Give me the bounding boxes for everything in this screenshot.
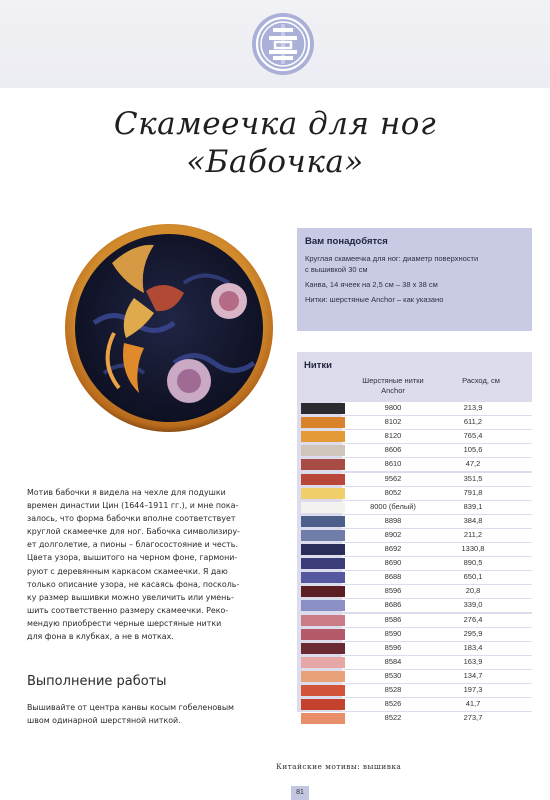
intro-line: руют с деревянным каркасом скамеечки. Я даю <box>27 566 228 576</box>
intro-line: времен династии Цин (1644–1911 гг.), и мне пока- <box>27 501 239 511</box>
thread-usage: 1330,8 <box>461 544 485 553</box>
intro-line: шить соответственно размеру скамеечки. Реко- <box>27 605 229 615</box>
thread-number: 8000 (белый) <box>370 501 416 511</box>
thread-usage: 384,8 <box>463 515 483 525</box>
thread-color-swatch <box>301 516 345 527</box>
materials-line: Круглая скамеечка для ног: диаметр поверхности <box>305 254 479 263</box>
thread-usage: 791,8 <box>463 487 483 497</box>
thread-usage: 20,8 <box>465 586 481 596</box>
thread-color-swatch <box>301 558 345 569</box>
work-line: Вышивайте от центра канвы косым гобеленовым <box>27 703 235 712</box>
materials-line: Канва, 14 ячеек на 2,5 см – 38 х 38 см <box>305 280 438 289</box>
thread-number: 8526 <box>384 699 402 709</box>
butterfly-embroidery-image <box>64 223 274 433</box>
work-heading: Выполнение работы <box>27 674 167 689</box>
thread-usage: 890,5 <box>463 558 483 568</box>
thread-number: 8120 <box>384 431 402 441</box>
thread-row <box>297 670 532 683</box>
intro-line: только описание узора, не касаясь фона, посколь- <box>27 579 240 589</box>
thread-row <box>297 684 532 697</box>
thread-color-swatch <box>301 643 345 654</box>
thread-row <box>297 642 532 655</box>
thread-number: 9800 <box>384 403 402 412</box>
thread-row <box>297 628 532 641</box>
intro-line: ет долголетие, а пионы – благосостояние и честь. <box>27 540 238 550</box>
thread-usage: 41,7 <box>465 699 481 709</box>
page-title-line-1: Скамеечка для ног <box>113 106 437 142</box>
thread-row <box>297 571 532 584</box>
column-header-thread: Шерстяные нитки Anchor <box>362 376 424 395</box>
thread-row <box>297 444 532 457</box>
intro-line: мендую приобрести черные шерстяные нитки <box>27 618 222 628</box>
intro-line: ку размер вышивки можно увеличить или умень- <box>27 592 234 602</box>
thread-number: 8586 <box>384 614 402 624</box>
thread-number: 8102 <box>384 417 402 427</box>
threads-heading: Нитки <box>304 360 332 371</box>
thread-number: 8606 <box>384 445 402 455</box>
thread-color-swatch <box>301 657 345 668</box>
intro-line: для фона в клубках, а не в мотках. <box>27 632 174 642</box>
thread-usage: 134,7 <box>463 670 483 680</box>
thread-row <box>297 515 532 528</box>
thread-color-swatch <box>301 474 345 485</box>
work-line: швом одинарной шерстяной ниткой. <box>27 716 181 725</box>
thread-usage: 839,1 <box>463 501 483 511</box>
thread-usage: 295,9 <box>463 628 483 638</box>
thread-row <box>297 656 532 669</box>
thread-usage: 273,7 <box>463 713 483 723</box>
thread-color-swatch <box>301 488 345 499</box>
thread-color-swatch <box>301 459 345 470</box>
thread-color-swatch <box>301 530 345 541</box>
thread-number: 8610 <box>384 459 402 469</box>
thread-usage: 213,9 <box>463 403 483 412</box>
thread-usage: 765,4 <box>463 431 483 441</box>
thread-row <box>297 430 532 443</box>
thread-number: 8052 <box>384 487 402 497</box>
thread-usage: 211,2 <box>463 529 483 539</box>
thread-number: 8686 <box>384 600 402 610</box>
footer-running-title: Китайские мотивы: вышивка <box>276 762 402 771</box>
thread-number: 8690 <box>384 558 402 568</box>
thread-color-swatch <box>301 699 345 710</box>
threads-panel <box>297 352 532 723</box>
thread-usage: 276,4 <box>463 614 483 624</box>
chinese-emblem-icon <box>251 12 315 76</box>
thread-color-swatch <box>301 431 345 442</box>
materials-line: Нитки: шерстяные Anchor – как указано <box>305 295 444 304</box>
page-title-line-2: «Бабочка» <box>186 144 364 180</box>
thread-color-swatch <box>301 713 345 724</box>
thread-row <box>297 698 532 711</box>
thread-color-swatch <box>301 445 345 456</box>
thread-color-swatch <box>301 572 345 583</box>
thread-row <box>297 712 532 725</box>
thread-usage: 47,2 <box>465 459 481 469</box>
thread-usage: 611,2 <box>463 417 483 427</box>
intro-line: Цвета узора, вышитого на черном фоне, гармони- <box>27 553 238 563</box>
thread-row <box>297 458 532 471</box>
thread-row <box>297 557 532 570</box>
column-header-usage: Расход, см <box>462 376 500 385</box>
thread-number: 8528 <box>384 685 402 694</box>
work-text <box>27 701 287 727</box>
thread-usage: 197,3 <box>463 685 483 694</box>
thread-row <box>297 402 532 415</box>
intro-text <box>27 486 285 643</box>
materials-panel <box>297 228 532 331</box>
thread-number: 8530 <box>384 670 402 680</box>
thread-color-swatch <box>301 586 345 597</box>
page-number: 81 <box>291 786 309 800</box>
thread-row <box>297 543 532 556</box>
thread-number: 8522 <box>384 713 402 723</box>
thread-number: 8596 <box>384 586 402 596</box>
thread-number: 8902 <box>384 529 402 539</box>
thread-number: 8584 <box>384 656 402 666</box>
thread-usage: 163,9 <box>463 656 483 666</box>
thread-usage: 339,0 <box>463 600 483 610</box>
intro-line: круглой скамеечке для ног. Бабочка символизиру- <box>27 527 241 537</box>
intro-line: Мотив бабочки я видела на чехле для подушки <box>27 488 226 497</box>
thread-row <box>297 473 532 486</box>
thread-color-swatch <box>301 671 345 682</box>
thread-color-swatch <box>301 403 345 414</box>
materials-line: с вышивкой 30 см <box>305 265 368 274</box>
thread-row <box>297 416 532 429</box>
intro-line: залось, что форма бабочки вполне соответствует <box>27 514 236 524</box>
thread-number: 8898 <box>384 515 402 525</box>
thread-row <box>297 501 532 514</box>
thread-color-swatch <box>301 600 345 611</box>
thread-number: 8596 <box>384 642 402 652</box>
thread-row <box>297 529 532 542</box>
thread-usage: 183,4 <box>463 642 483 652</box>
thread-color-swatch <box>301 685 345 696</box>
thread-number: 9562 <box>384 473 402 483</box>
thread-number: 8692 <box>384 544 402 553</box>
thread-row <box>297 614 532 627</box>
thread-row <box>297 487 532 500</box>
thread-color-swatch <box>301 502 345 513</box>
thread-usage: 650,1 <box>463 572 483 582</box>
thread-usage: 105,6 <box>463 445 483 455</box>
thread-number: 8688 <box>384 572 402 582</box>
thread-usage: 351,5 <box>463 473 483 483</box>
thread-color-swatch <box>301 615 345 626</box>
thread-color-swatch <box>301 629 345 640</box>
thread-color-swatch <box>301 417 345 428</box>
thread-color-swatch <box>301 544 345 555</box>
thread-row <box>297 599 532 612</box>
materials-heading: Вам понадобятся <box>305 236 388 247</box>
thread-row <box>297 585 532 598</box>
thread-number: 8590 <box>384 628 402 638</box>
